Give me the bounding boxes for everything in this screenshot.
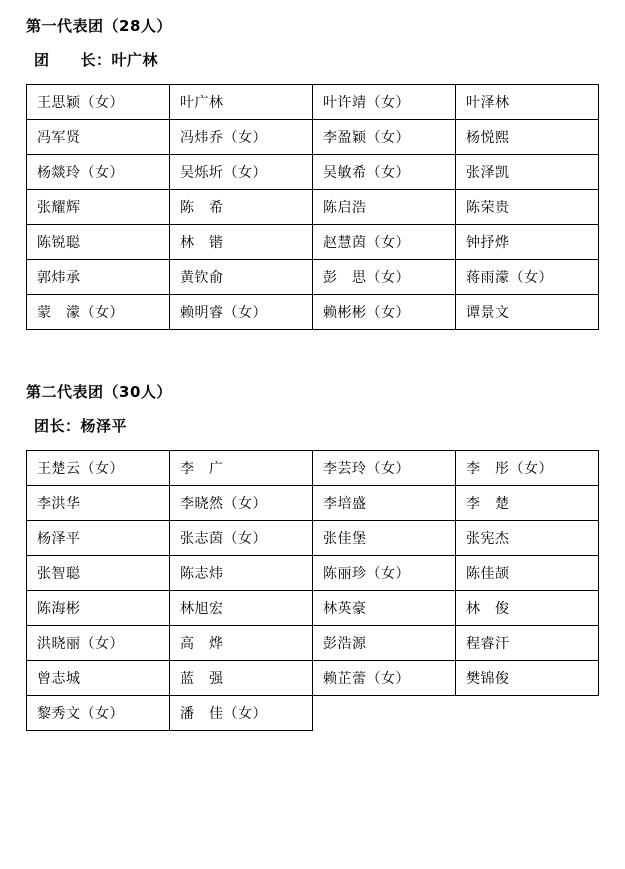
- roster-table-2: [26, 450, 599, 731]
- table-cell: 高 烨: [170, 626, 313, 661]
- table-cell: 陈丽珍（女）: [313, 556, 456, 591]
- table-cell: 吴敏希（女）: [313, 155, 456, 190]
- table-cell: 张佳堡: [313, 521, 456, 556]
- table-cell: 杨悦熙: [456, 120, 599, 155]
- table-cell: 钟抒烨: [456, 225, 599, 260]
- table-cell: 黎秀文（女）: [27, 696, 170, 731]
- table-row: [27, 696, 599, 731]
- table-row: [27, 591, 599, 626]
- table-cell: 陈荣贵: [456, 190, 599, 225]
- section-title-2: 第二代表团（30人）: [26, 383, 172, 401]
- table-cell: 叶广林: [170, 85, 313, 120]
- roster-table-1: [26, 84, 599, 330]
- table-cell: 林旭宏: [170, 591, 313, 626]
- table-cell: 张耀辉: [27, 190, 170, 225]
- table-row: [27, 661, 599, 696]
- table-cell: 李培盛: [313, 486, 456, 521]
- table-cell: 李 楚: [456, 486, 599, 521]
- table-cell: 潘 佳（女）: [170, 696, 313, 731]
- table-row: [27, 451, 599, 486]
- table-cell: 谭景文: [456, 295, 599, 330]
- table-cell: 陈启浩: [313, 190, 456, 225]
- table-cell: 陈锐聪: [27, 225, 170, 260]
- leader-line-2: 团长：杨泽平: [34, 417, 128, 435]
- table-cell: 赖明睿（女）: [170, 295, 313, 330]
- table-cell: 李 彤（女）: [456, 451, 599, 486]
- table-cell: 王思颖（女）: [27, 85, 170, 120]
- table-row: [27, 521, 599, 556]
- table-row: [27, 626, 599, 661]
- table-cell: 洪晓丽（女）: [27, 626, 170, 661]
- table-row: [27, 486, 599, 521]
- section-spacer: [26, 330, 599, 374]
- table-cell: 林 锴: [170, 225, 313, 260]
- delegation-block-1: [26, 14, 599, 330]
- table-cell: 彭 思（女）: [313, 260, 456, 295]
- table-cell: 冯炜乔（女）: [170, 120, 313, 155]
- delegation-block-2: [26, 380, 599, 731]
- table-cell: 陈佳颉: [456, 556, 599, 591]
- table-row: [27, 120, 599, 155]
- table-cell: 冯军贤: [27, 120, 170, 155]
- table-cell: 王楚云（女）: [27, 451, 170, 486]
- table-cell: 蒋雨濛（女）: [456, 260, 599, 295]
- table-cell: 李芸玲（女）: [313, 451, 456, 486]
- leader-line-1: 团 长：叶广林: [34, 51, 159, 69]
- table-row: [27, 260, 599, 295]
- table-cell: 樊锦俊: [456, 661, 599, 696]
- table-cell: 林 俊: [456, 591, 599, 626]
- section-title-1: 第一代表团（28人）: [26, 17, 172, 35]
- table-cell: 黄钦俞: [170, 260, 313, 295]
- table-cell: 张宪杰: [456, 521, 599, 556]
- table-cell: 李 广: [170, 451, 313, 486]
- table-cell: 蓝 强: [170, 661, 313, 696]
- table-cell: 张志茵（女）: [170, 521, 313, 556]
- table-cell: 赖芷蕾（女）: [313, 661, 456, 696]
- table-cell: 陈志炜: [170, 556, 313, 591]
- table-cell: 吴烁圻（女）: [170, 155, 313, 190]
- table-row: [27, 556, 599, 591]
- table-cell: 彭浩源: [313, 626, 456, 661]
- table-cell: 李盈颖（女）: [313, 120, 456, 155]
- table-cell: 李晓然（女）: [170, 486, 313, 521]
- table-cell: 郭炜承: [27, 260, 170, 295]
- table-cell: 蒙 濛（女）: [27, 295, 170, 330]
- table-cell-empty: [456, 696, 599, 731]
- table-cell: 杨泽平: [27, 521, 170, 556]
- table-row: [27, 190, 599, 225]
- table-row: [27, 295, 599, 330]
- table-cell: 曾志城: [27, 661, 170, 696]
- table-row: [27, 85, 599, 120]
- table-cell: 赖彬彬（女）: [313, 295, 456, 330]
- table-cell: 张智聪: [27, 556, 170, 591]
- table-cell: 赵慧茵（女）: [313, 225, 456, 260]
- table-cell: 李洪华: [27, 486, 170, 521]
- table-cell: 叶许靖（女）: [313, 85, 456, 120]
- table-cell: 陈海彬: [27, 591, 170, 626]
- table-cell: 叶泽林: [456, 85, 599, 120]
- table-cell: 陈 希: [170, 190, 313, 225]
- table-cell: 张泽凯: [456, 155, 599, 190]
- table-row: [27, 155, 599, 190]
- table-cell-empty: [313, 696, 456, 731]
- table-cell: 程睿汗: [456, 626, 599, 661]
- table-cell: 林英豪: [313, 591, 456, 626]
- table-cell: 杨燚玲（女）: [27, 155, 170, 190]
- table-row: [27, 225, 599, 260]
